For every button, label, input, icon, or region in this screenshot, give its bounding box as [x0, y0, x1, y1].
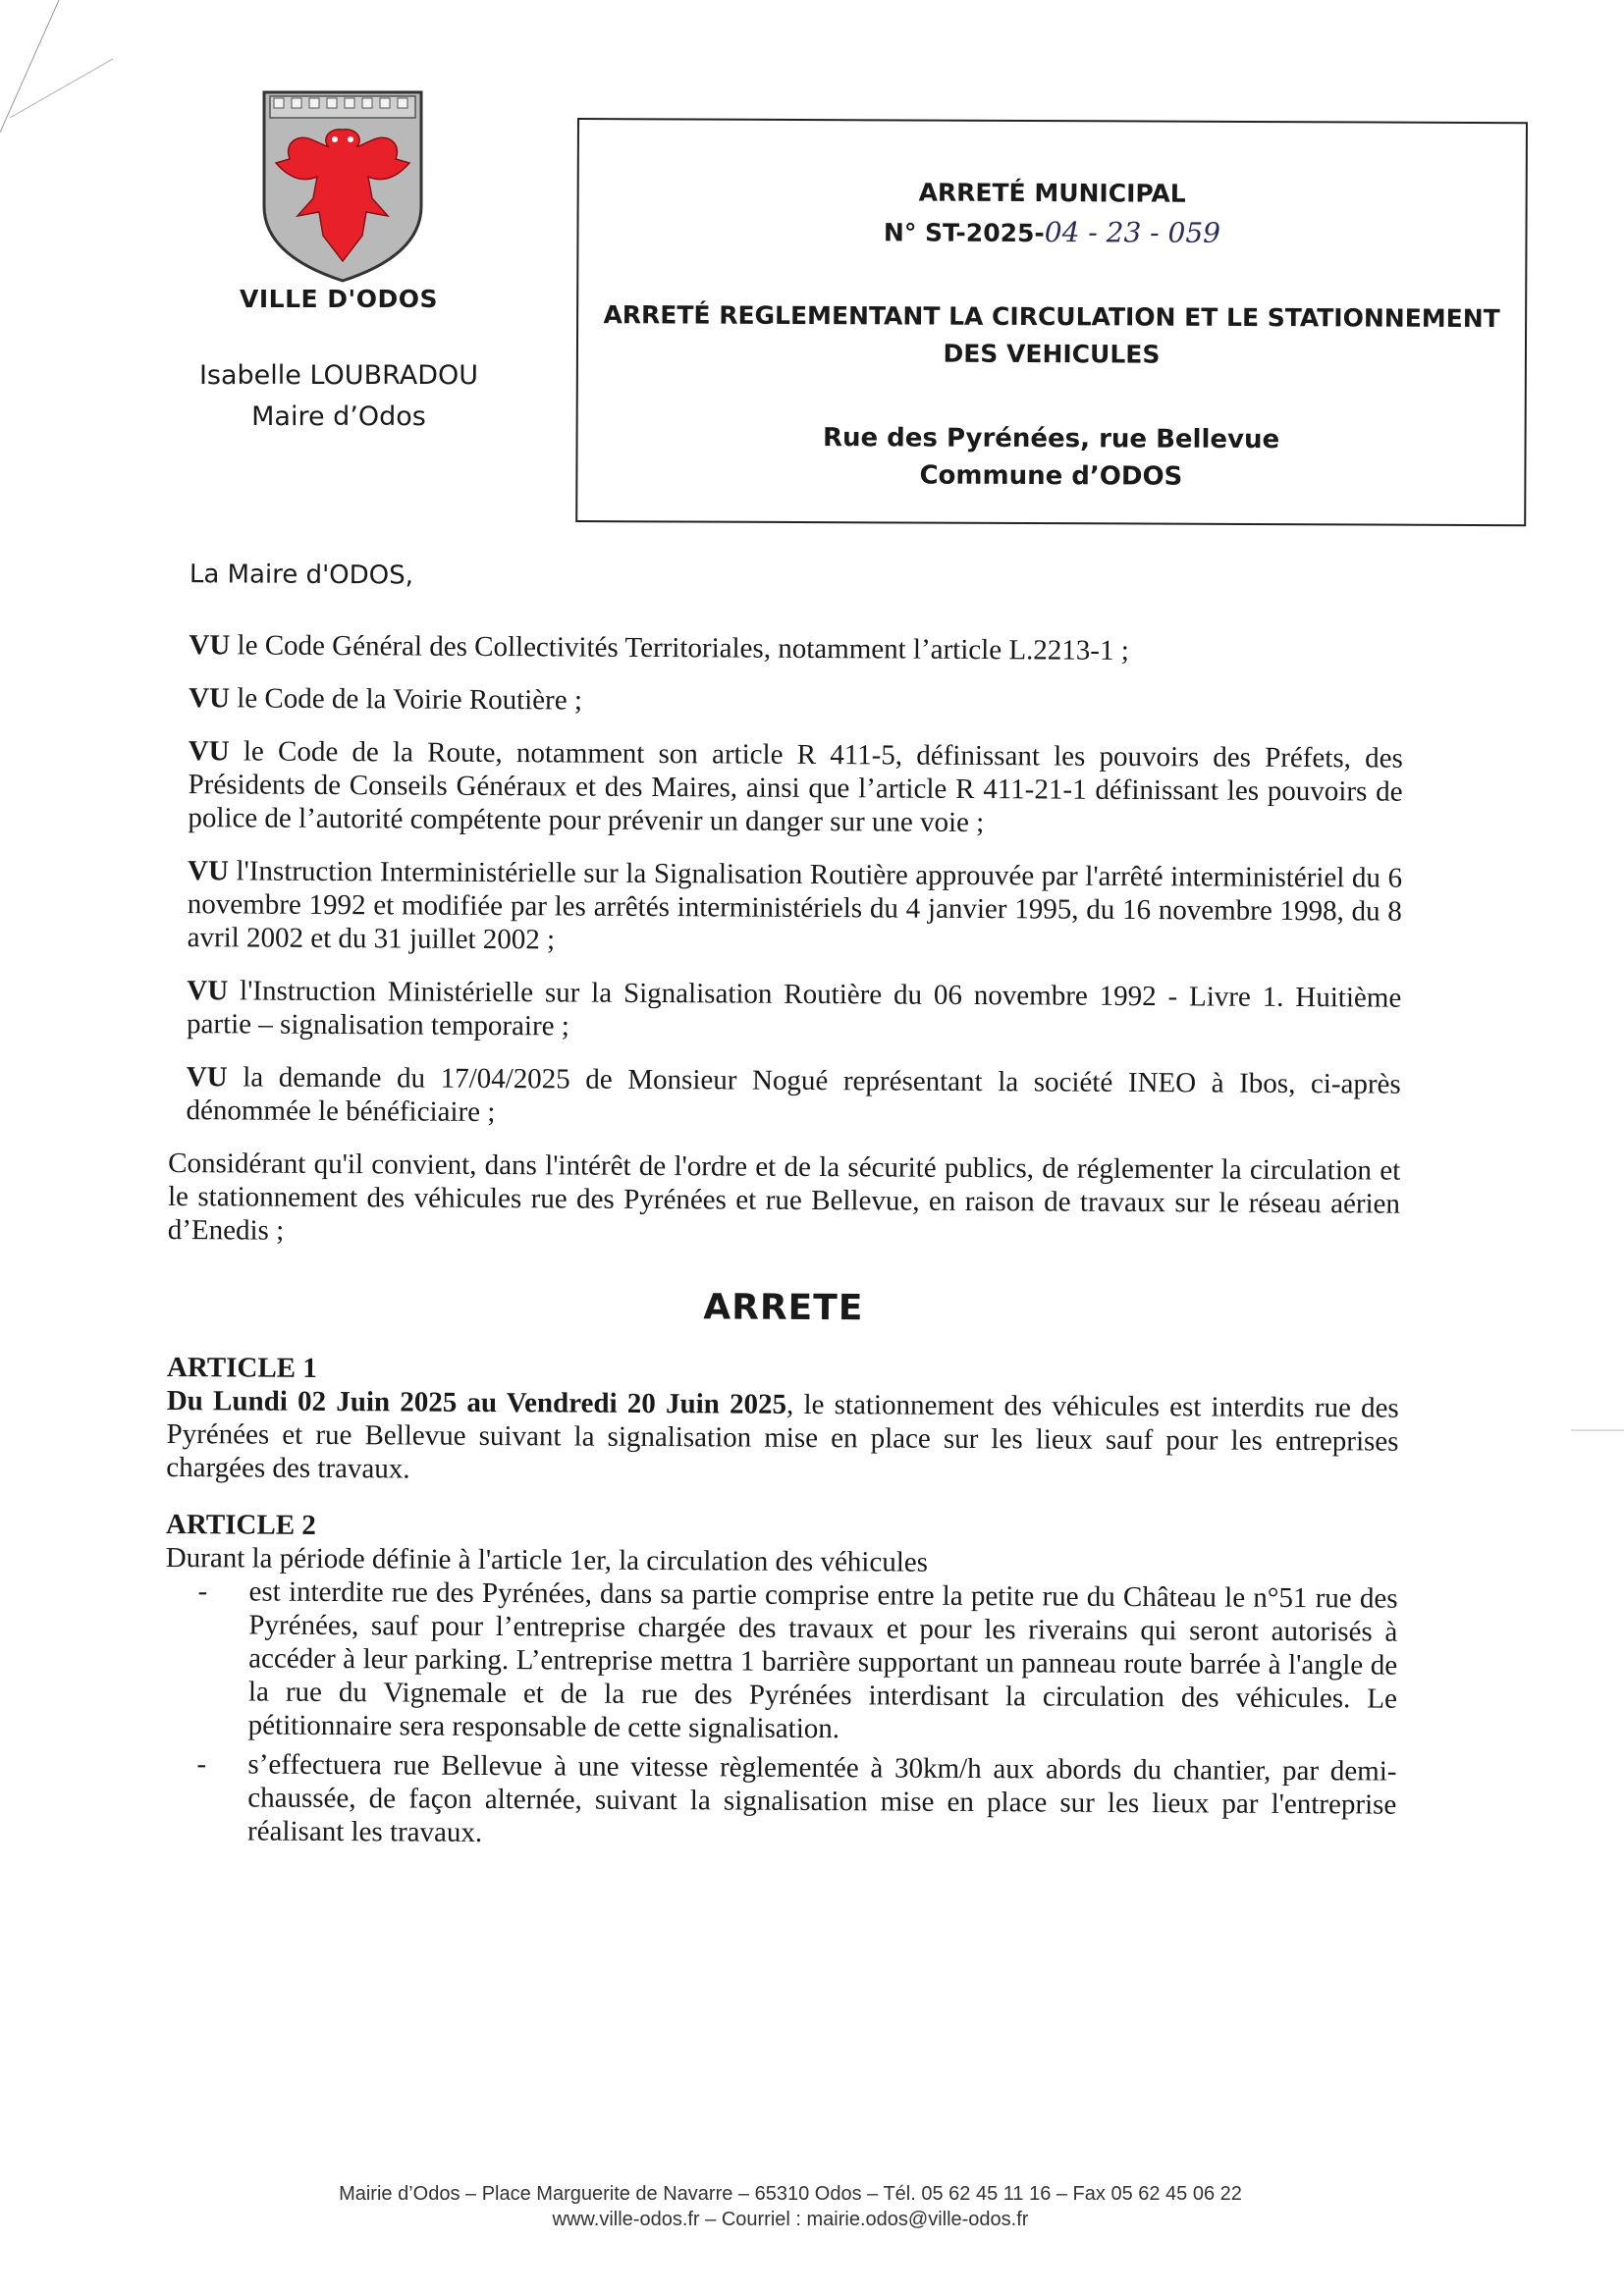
mayor-name: Isabelle LOUBRADOU	[198, 360, 479, 391]
vu-paragraph-6	[186, 1060, 1400, 1135]
footer	[177, 2181, 1404, 2232]
vu-label: VU	[189, 629, 231, 662]
arrete-number-handwritten: 04 - 23 - 059	[1044, 216, 1221, 249]
mayor-block	[147, 355, 530, 438]
vu-text-3: le Code de la Route, notamment son article R 411-5, définissant les pouvoirs des Préfets, des Présidents de Conseils Généraux et des Maires, ainsi que l’article R 411-21-1 définissant les pouvoirs de police de l’autorité compétente pour prévenir un danger sur une voie ;	[188, 735, 1403, 839]
arrete-title: ARRETÉ MUNICIPAL	[918, 178, 1186, 208]
vu-paragraph-5	[187, 974, 1401, 1048]
arrete-subject-line2: DES VEHICULES	[943, 339, 1161, 369]
vu-label: VU	[186, 1061, 228, 1094]
vu-paragraph-1	[189, 628, 1403, 669]
salutation: La Maire d'ODOS,	[189, 560, 414, 591]
article-1-body	[166, 1384, 1399, 1492]
article-1-dates: Du Lundi 02 Juin 2025 au Vendredi 20 Juin 2025	[166, 1384, 787, 1420]
article-1-text: , le stationnement des véhicules est interdits rue des Pyrénées et rue Bellevue suivant la signalisation mise en place sur les lieux sauf pour les entreprises chargées des travaux.	[166, 1388, 1399, 1485]
article-2-title: ARTICLE 2	[165, 1508, 316, 1541]
vu-paragraph-2	[189, 681, 1403, 722]
arrete-header-box	[575, 118, 1528, 526]
ville-name: VILLE D'ODOS	[240, 285, 438, 313]
footer-contact: www.ville-odos.fr – Courriel : mairie.odos@ville-odos.fr	[552, 2209, 1029, 2230]
vu-paragraph-4	[188, 854, 1403, 962]
arrete-location-line2: Commune d’ODOS	[919, 460, 1183, 492]
list-item: - s’effectuera rue Bellevue à une vitesse règlementée à 30km/h aux abords du chantier, par demi-chaussée, de façon alternée, suivant la signalisation mise en place sur les lieux par l'entreprise réalisant les travaux.	[247, 1747, 1397, 1854]
arrete-number	[578, 214, 1525, 250]
scan-artifact-line	[0, 0, 118, 137]
vu-label: VU	[187, 855, 230, 887]
vu-text-6: la demande du 17/04/2025 de Monsieur Nogué représentant la société INEO à Ibos, ci-après dénommée le bénéficiaire ;	[186, 1061, 1401, 1129]
arrete-body	[164, 558, 1404, 1861]
vu-text-2: le Code de la Voirie Routière ;	[237, 682, 583, 717]
arrete-heading: ARRETE	[703, 1287, 864, 1329]
article-2-list	[164, 1575, 1398, 1855]
vu-text-4: l'Instruction Interministérielle sur la Signalisation Routière approuvée par l'arrêté interministériel du 6 novembre 1992 et modifiée par les arrêtés interministériels du 4 janvier 1995, du 16 novembre 1998, du 8 avril 2002 et du 31 juillet 2002 ;	[187, 855, 1403, 956]
vu-text-1: le Code Général des Collectivités Territoriales, notamment l’article L.2213-1 ;	[237, 629, 1129, 667]
vu-label: VU	[188, 735, 230, 768]
list-item: - est interdite rue des Pyrénées, dans sa partie comprise entre la petite rue du Château le n°51 rue des Pyrénées, sauf pour l’entreprise chargée des travaux et pour les riverains qui seront autorisés à accéder à leur parking. L’entreprise mettra 1 barrière supportant un panneau route barrée à l'angle de la rue du Vignemale et de la rue des Pyrénées interdisant la circulation des véhicules. Le pétitionnaire sera responsable de cette signalisation.	[248, 1575, 1398, 1748]
vu-text-5: l'Instruction Ministérielle sur la Signalisation Routière du 06 novembre 1992 - Livre 1. Huitième partie – signalisation temporaire ;	[187, 975, 1402, 1042]
vu-paragraph-3	[188, 734, 1403, 842]
scan-artifact-line	[1571, 1428, 1624, 1432]
mayor-title: Maire d’Odos	[251, 401, 426, 432]
arrete-location-line1: Rue des Pyrénées, rue Bellevue	[822, 423, 1280, 455]
vu-label: VU	[187, 975, 229, 1007]
footer-address: Mairie d’Odos – Place Marguerite de Navarre – 65310 Odos – Tél. 05 62 45 11 16 – Fax 05 62 45 06 22	[339, 2183, 1242, 2205]
vu-label: VU	[189, 682, 231, 715]
considerant-paragraph: Considérant qu'il convient, dans l'intérêt de l'ordre et de la sécurité publics, de réglementer la circulation et le stationnement des véhicules rue des Pyrénées et rue Bellevue, en raison de travaux sur le réseau aérien d’Enedis ;	[167, 1147, 1401, 1247]
article-1-title: ARTICLE 1	[166, 1351, 317, 1384]
coat-of-arms-eagle-icon	[260, 88, 425, 285]
arrete-subject-line1: ARRETÉ REGLEMENTANT LA CIRCULATION ET LE STATIONNEMENT	[603, 300, 1500, 334]
arrete-number-prefix: N° ST-2025-	[883, 218, 1045, 248]
article-2-intro: Durant la période définie à l'article 1er, la circulation des véhicules	[165, 1541, 929, 1578]
